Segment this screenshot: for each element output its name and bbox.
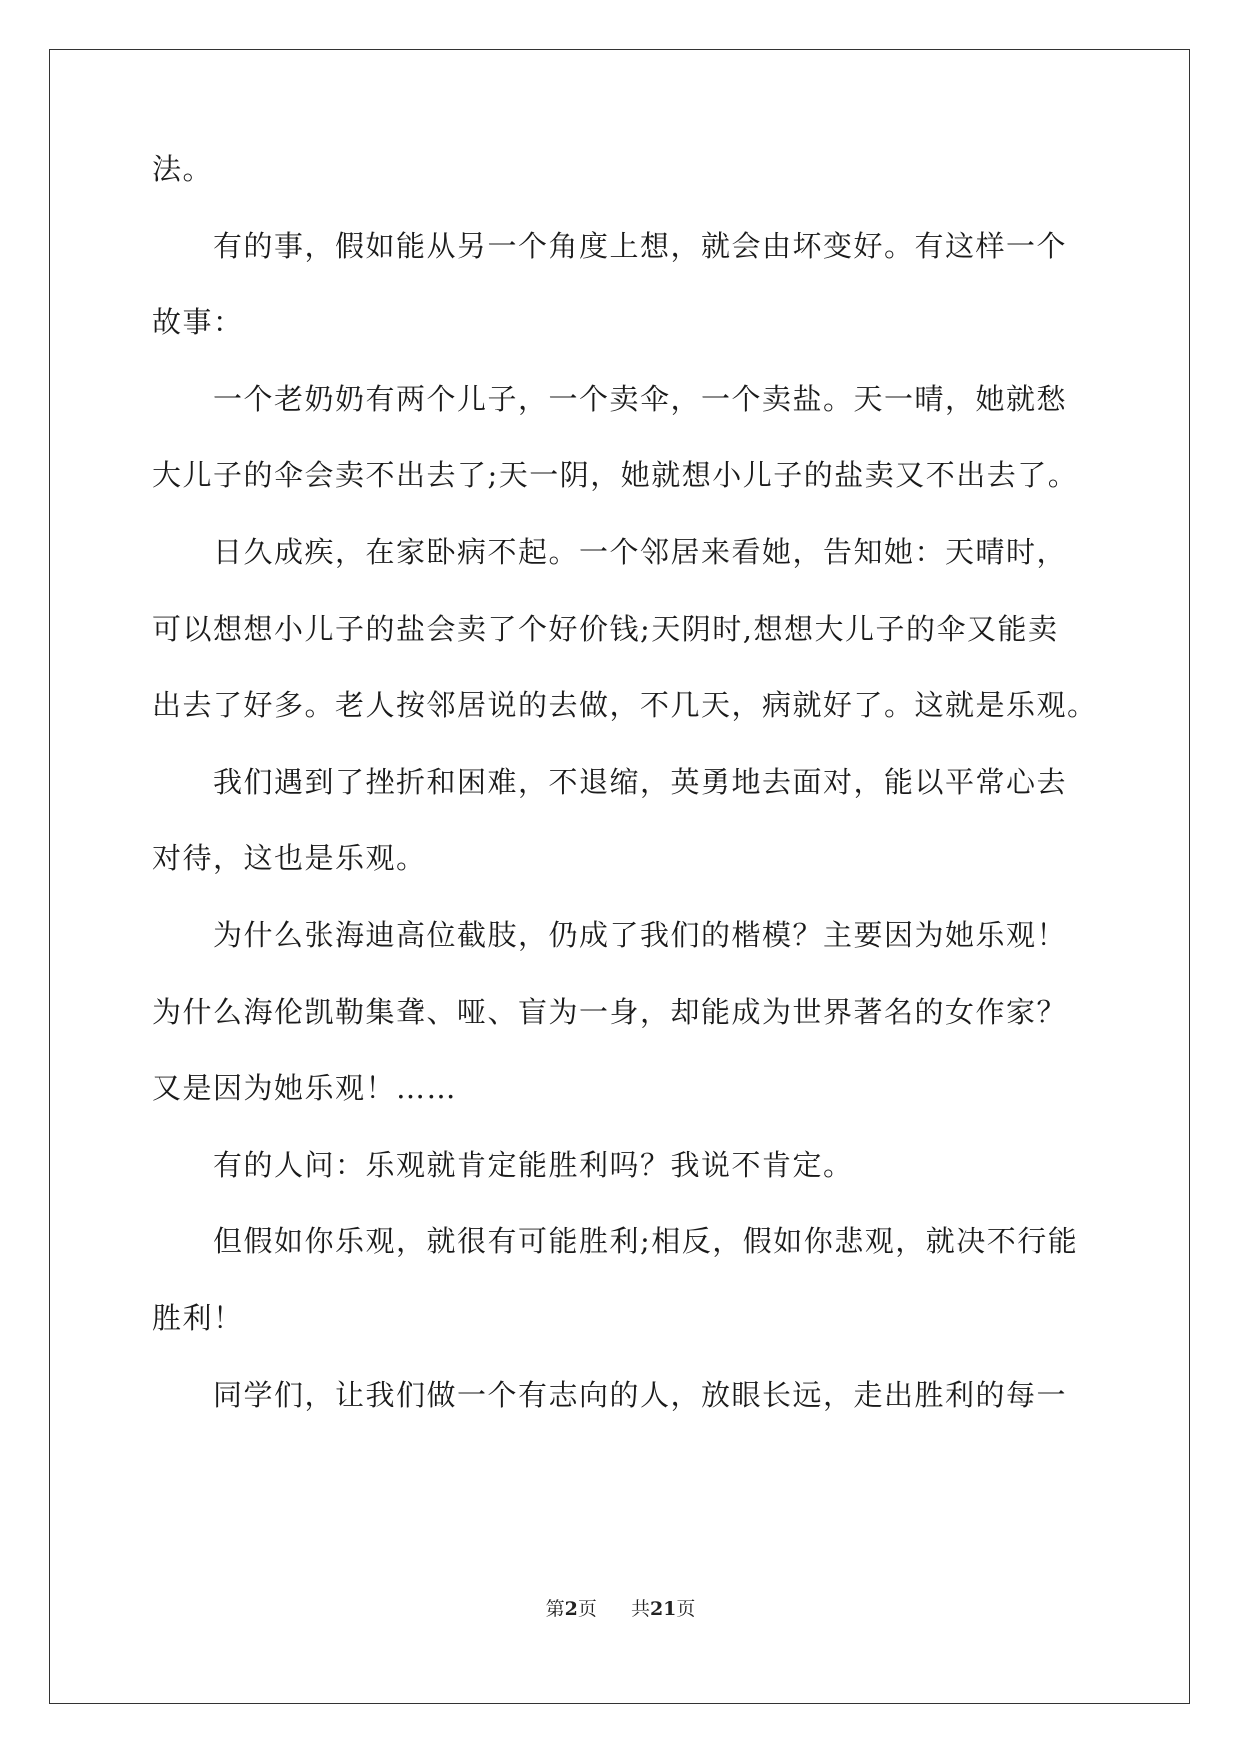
total-page-count: 21 — [649, 1598, 677, 1620]
text-line: 我们遇到了挫折和困难，不退缩，英勇地去面对，能以平常心去 — [152, 765, 1068, 799]
text-line: 同学们，让我们做一个有志向的人，放眼长远，走出胜利的每一 — [152, 1378, 1068, 1412]
page-prefix: 第 — [545, 1598, 565, 1620]
page-border — [49, 49, 1190, 1704]
text-line: 又是因为她乐观！…… — [152, 1071, 458, 1105]
text-line: 为什么张海迪高位截肢，仍成了我们的楷模？主要因为她乐观！ — [152, 918, 1068, 952]
text-line: 但假如你乐观，就很有可能胜利;相反，假如你悲观，就决不行能 — [152, 1224, 1079, 1258]
text-line: 出去了好多。老人按邻居说的去做，不几天，病就好了。这就是乐观。 — [152, 688, 1098, 722]
text-line: 对待，这也是乐观。 — [152, 841, 427, 875]
text-line: 大儿子的伞会卖不出去了;天一阴，她就想小儿子的盐卖又不出去了。 — [152, 458, 1079, 492]
total-pages-label — [631, 1598, 695, 1620]
page-suffix: 页 — [577, 1598, 597, 1620]
text-line: 日久成疾，在家卧病不起。一个邻居来看她，告知她：天晴时， — [152, 535, 1068, 569]
total-prefix: 共 — [630, 1598, 650, 1620]
page-footer — [0, 1598, 1241, 1620]
page-number-label — [546, 1598, 603, 1620]
text-line: 一个老奶奶有两个儿子，一个卖伞，一个卖盐。天一晴，她就愁 — [152, 382, 1068, 416]
text-line: 胜利！ — [152, 1301, 244, 1335]
total-suffix: 页 — [676, 1598, 696, 1620]
text-line: 有的人问：乐观就肯定能胜利吗？我说不肯定。 — [152, 1148, 854, 1182]
text-line: 有的事，假如能从另一个角度上想，就会由坏变好。有这样一个 — [152, 229, 1068, 263]
text-line: 故事： — [152, 305, 244, 339]
current-page-number: 2 — [564, 1598, 578, 1620]
text-line: 可以想想小儿子的盐会卖了个好价钱;天阴时,想想大儿子的伞又能卖 — [152, 612, 1059, 646]
text-line: 为什么海伦凯勒集聋、哑、盲为一身，却能成为世界著名的女作家？ — [152, 995, 1068, 1029]
text-line: 法。 — [152, 152, 214, 186]
